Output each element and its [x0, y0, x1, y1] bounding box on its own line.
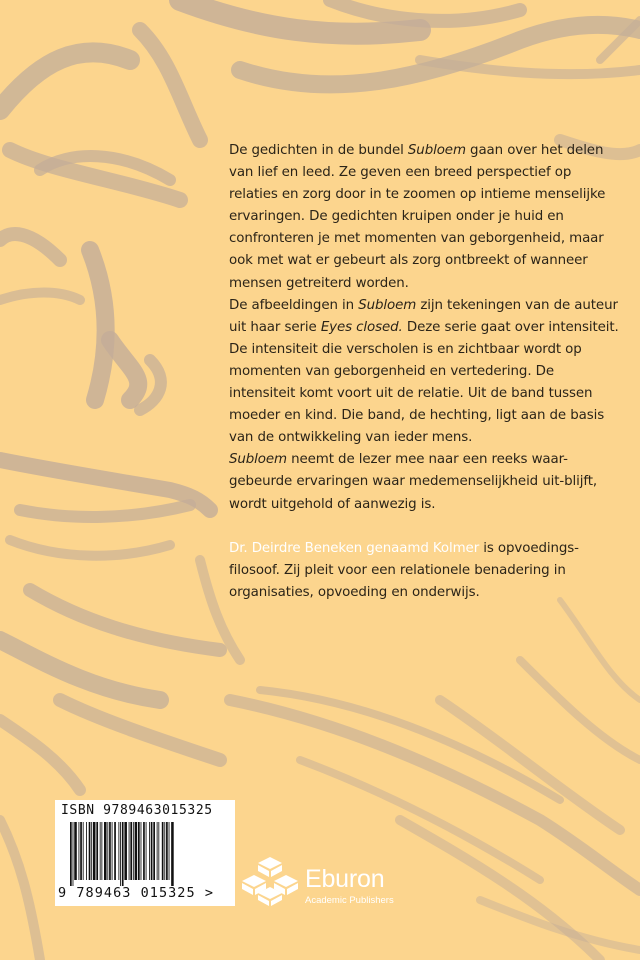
blurb-paragraph-3: Subloem neemt de lezer mee naar een reeks waar-gebeurde ervaringen waar medemenselijkheid uit-blijft, wordt uitgehold of aanwezig is. [229, 452, 598, 512]
barcode-bar [122, 822, 124, 886]
barcode-bar [104, 822, 107, 880]
barcode-bar [118, 822, 119, 880]
barcode-bar [73, 822, 74, 886]
back-cover-blurb [229, 140, 623, 604]
author-bio: Dr. Deirdre Beneken genaamd Kolmer is opvoedings-filosoof. Zij pleit voor een relationele benadering in organisaties, opvoeding en onderwijs. [229, 540, 579, 600]
barcode-bar [133, 822, 134, 880]
book-title: Subloem [229, 452, 287, 468]
series-title: Eyes closed. [320, 319, 403, 335]
barcode-bar [138, 822, 140, 880]
book-title: Subloem [407, 143, 466, 158]
barcode-bar [74, 822, 77, 880]
barcode-bar [171, 822, 174, 886]
barcode-bar [114, 822, 116, 880]
barcode-bar [129, 822, 130, 880]
barcode-bar [86, 822, 87, 880]
barcode-bar [162, 822, 164, 880]
eburon-cubes-logo-icon [240, 855, 300, 907]
barcode-bar [107, 822, 108, 880]
barcode-bar [146, 822, 147, 880]
barcode-bar [141, 822, 142, 880]
barcode-bar [120, 822, 121, 886]
barcode-bar [79, 822, 80, 880]
isbn-barcode [55, 800, 235, 906]
barcode-bar [157, 822, 158, 880]
barcode-bar [149, 822, 150, 880]
barcode-bar [164, 822, 165, 880]
barcode-bar [158, 822, 159, 880]
isbn-label: ISBN 9789463015325 [61, 803, 213, 818]
barcode-bar [135, 822, 138, 880]
barcode-bar [93, 822, 96, 880]
blurb-paragraph-1: De gedichten in de bundel Subloem gaan over het delen van lief en leed. Ze geven een breed perspectief op relaties en zorg door in te zoomen op intieme menselijke ervaringen. De gedichten kruipen onder je huid en confronteren je met momenten van geborgenheid, maar ook met wat er gebeurt als zorg ontbreekt of wanneer mensen getreiterd worden. [229, 143, 606, 291]
barcode-bar [153, 822, 155, 880]
barcode-bar [96, 822, 98, 880]
isbn-digits: 9 789463 015325 > [58, 885, 215, 901]
publisher-logo [240, 855, 440, 915]
barcode-bar [70, 822, 72, 886]
barcode-bar [143, 822, 145, 880]
publisher-subtitle: Academic Publishers [305, 895, 394, 906]
barcode-bar [169, 822, 170, 880]
blurb-paragraph-2: De afbeeldingen in Subloem zijn tekeningen van de auteur uit haar serie Eyes closed. Deze serie gaat over intensiteit. De intensiteit die verscholen is en zichtbaar wordt op momenten van geborgenheid en vertedering. De intensiteit komt voort uit de relatie. Uit de band tussen moeder en kind. Die band, de hechting, ligt aan de basis van de ontwikkeling van ieder mens. [229, 297, 619, 446]
author-name: Dr. Deirdre Beneken genaamd Kolmer [229, 540, 480, 556]
barcode-bar [151, 822, 153, 880]
barcode-bar [91, 822, 92, 880]
barcode-bars [70, 822, 222, 886]
barcode-bar [109, 822, 111, 880]
barcode-bar [130, 822, 132, 880]
barcode-bar [89, 822, 91, 880]
barcode-bar [100, 822, 101, 880]
barcode-bar [80, 822, 82, 880]
book-title: Subloem [358, 297, 417, 313]
barcode-bar [101, 822, 102, 880]
barcode-bar [166, 822, 168, 880]
publisher-name: Eburon [305, 865, 385, 893]
barcode-bar [83, 822, 84, 880]
barcode-bar [124, 822, 127, 880]
barcode-bar [112, 822, 113, 880]
